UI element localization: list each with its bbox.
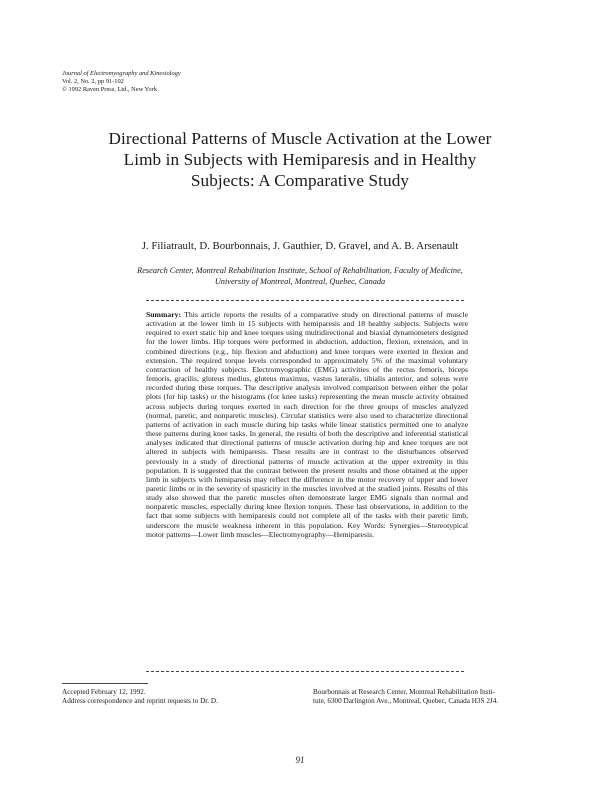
footnote-right	[313, 688, 550, 706]
title-line: Limb in Subjects with Hemiparesis and in Healthy	[123, 150, 477, 169]
author-list: J. Filiatrault, D. Bourbonnais, J. Gauthier, D. Gravel, and A. B. Arsenault	[141, 240, 459, 252]
footnote-line: tute, 6300 Darlington Ave., Montreal, Quebec, Canada H3S 2J4.	[313, 697, 499, 705]
abstract-bottom-divider	[146, 671, 464, 672]
affiliation	[60, 265, 540, 287]
footnote-divider	[62, 683, 148, 684]
article-title	[60, 128, 540, 191]
abstract-text: This article reports the results of a comparative study on directional patterns of muscle activation at the lower limb in 15 subjects with hemiparesis and 18 healthy subjects. Subjects were required to exert static hip and knee torques using multidirectional and biaxial dynamometers designed for the lower limbs. Hip torques were performed in abduction, adduction, flexion, extension, and in combined directions (e.g., hip flexion and abduction) and knee torques were exerted in flexion and extension. The required torque levels corresponded to approximately 5% of the maximal voluntary contraction of healthy subjects. Electromyographic (EMG) activities of the rectus femoris, biceps femoris, gracilis, gluteus medius, gluteus maximus, vastus lateralis, tibialis anterior, and soleus were recorded during these torques. The descriptive analysis involved comparison between either the polar plots (for hip tasks) or the histograms (for knee tasks) representing the mean muscle activity obtained across subjects during torques exerted in each direction for the three groups of muscles analyzed (normal, paretic, and nonparetic muscles). Circular statistics were also used to characterize directional patterns of activation in each muscle during hip tasks while linear statistics permitted one to analyze these patterns during knee tasks. In general, the results of both the descriptive and inferential statistical analyses indicated that directional patterns of muscle activation during hip and knee torques are not altered in subjects with hemiparesis. These results are in contrast to the disturbances observed previously in a study of directional patterns of muscle activation at the upper extremity in this population. It is suggested that the contrast between the present results and those obtained at the upper limb in subjects with hemiparesis may reflect the difference in the motor recovery of upper and lower paretic limbs or in the severity of spasticity in the muscles involved at the studied joints. Results of this study also showed that the paretic muscles often demonstrate larger EMG signals than normal and nonparetic muscles, especially during knee flexion torques. These last observations, in addition to the fact that some subjects with hemiparesis could not complete all of the tasks with their paretic limb, underscore the muscle weakness inherent in this population. Key Words: Synergies—Stereotypical motor patterns—Lower limb muscles—Electromyography—Hemiparesis.	[146, 310, 468, 539]
abstract	[146, 310, 468, 539]
journal-copyright: © 1992 Raven Press, Ltd., New York	[62, 86, 158, 93]
footnote-line: Accepted February 12, 1992.	[62, 688, 146, 696]
affiliation-line: University of Montreal, Montreal, Quebec, Canada	[214, 277, 386, 286]
page-number: 91	[295, 755, 305, 765]
affiliation-line: Research Center, Montreal Rehabilitation Institute, School of Rehabilitation, Faculty of Medicine,	[137, 266, 463, 275]
title-line: Directional Patterns of Muscle Activation at the Lower	[108, 129, 492, 148]
footnote-line: Bourbonnais at Research Center, Montreal Rehabilitation Insti-	[313, 688, 495, 696]
abstract-label: Summary:	[146, 310, 182, 319]
footnote-left	[62, 688, 320, 706]
abstract-top-divider	[146, 300, 464, 301]
journal-header	[62, 70, 181, 94]
footnote-line: Address correspondence and reprint requests to Dr. D.	[62, 697, 218, 705]
journal-volume: Vol. 2, No. 2, pp 91-102	[62, 78, 124, 85]
journal-name: Journal of Electromyography and Kinesiology	[62, 70, 181, 77]
title-line: Subjects: A Comparative Study	[190, 171, 410, 190]
